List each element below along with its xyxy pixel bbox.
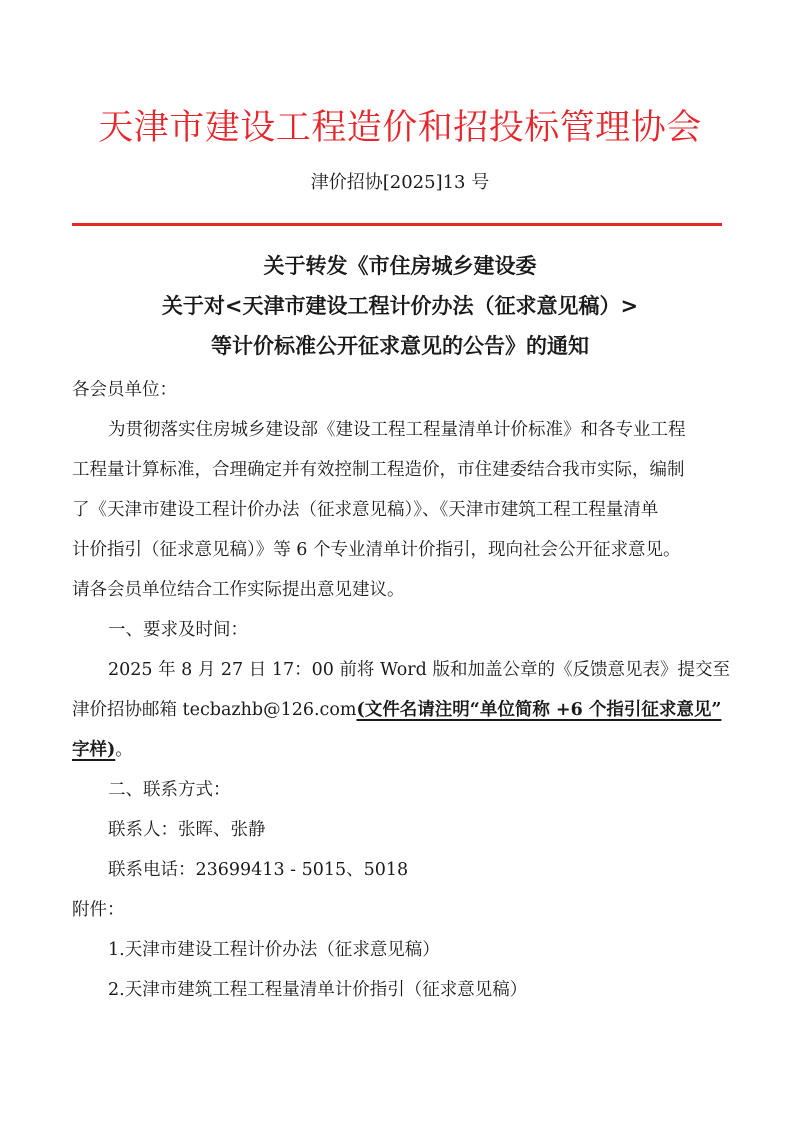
notice-title <box>0 246 800 366</box>
salutation: 各会员单位： <box>72 380 177 400</box>
section1-filename-line <box>72 730 732 770</box>
intro-line: 为贯彻落实住房城乡建设部《建设工程工程量清单计价标准》和各专业工程 <box>108 420 686 440</box>
notice-title-line-3: 等计价标准公开征求意见的公告》的通知 <box>211 334 589 358</box>
contact-label: 联系人： <box>108 820 178 840</box>
red-divider <box>72 223 722 226</box>
attachments-heading: 附件： <box>72 900 125 920</box>
attachment-item: 2.天津市建筑工程工程量清单计价指引（征求意见稿） <box>108 980 528 1000</box>
email-text: 津价招协邮箱 tecbazhb@126.com <box>72 700 357 720</box>
section2-heading: 二、联系方式： <box>108 780 231 800</box>
section1-email-line <box>72 690 732 730</box>
intro-paragraph <box>72 410 732 610</box>
intro-line: 工程量计算标准，合理确定并有效控制工程造价，市住建委结合我市实际，编制 <box>72 460 685 480</box>
sentence-end: 。 <box>115 740 133 760</box>
intro-line: 请各会员单位结合工作实际提出意见建议。 <box>72 580 405 600</box>
notice-body <box>72 370 732 1010</box>
contact-phone-line <box>72 850 732 890</box>
phone-label: 联系电话： <box>108 860 196 880</box>
notice-title-line-2: 关于对<天津市建设工程计价办法（征求意见稿）> <box>161 294 639 318</box>
section1-deadline-line: 2025 年 8 月 27 日 17：00 前将 Word 版和加盖公章的《反馈意见表》提交至 <box>108 660 730 680</box>
attachment-item: 1.天津市建设工程计价办法（征求意见稿） <box>108 940 440 960</box>
contact-person-line <box>72 810 732 850</box>
intro-line: 计价指引（征求意见稿）》等 6 个专业清单计价指引，现向社会公开征求意见。 <box>72 540 681 560</box>
section1-heading: 一、要求及时间： <box>108 620 248 640</box>
org-name-heading: 天津市建设工程造价和招投标管理协会 <box>98 108 702 148</box>
notice-title-line-1: 关于转发《市住房城乡建设委 <box>263 254 537 278</box>
phone-value: 23699413 - 5015、5018 <box>195 860 409 880</box>
contact-names: 张晖、张静 <box>178 820 266 840</box>
filename-requirement-end: 字样) <box>72 740 116 760</box>
intro-line: 了《天津市建设工程计价办法（征求意见稿）》、《天津市建筑工程工程量清单 <box>72 500 659 520</box>
document-number: 津价招协[2025]13 号 <box>310 172 490 193</box>
filename-requirement: (文件名请注明“单位简称 +6 个指引征求意见” <box>356 700 722 720</box>
